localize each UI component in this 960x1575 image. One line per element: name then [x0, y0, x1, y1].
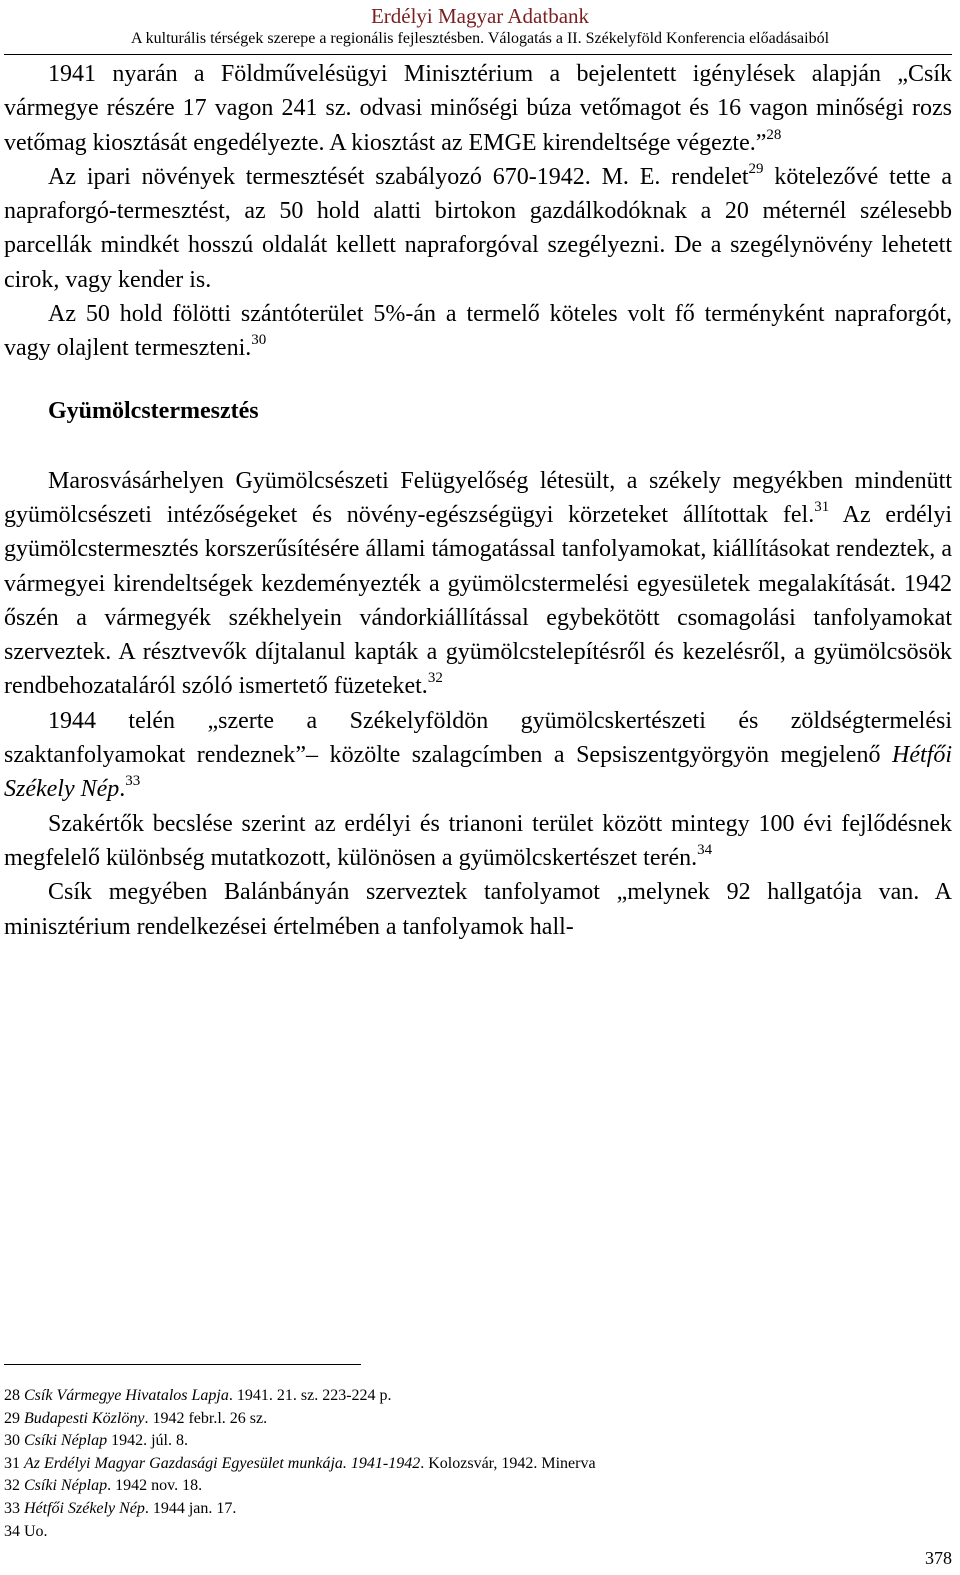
paragraph-2: Az ipari növények termesztését szabályozó 670-1942. M. E. rendelet$^{29}$ kötelezővé tette a napraforgó-termesztést, az 50 hold alatti birtokon gazdálkodóknak a 20 méternél szélesebb parcellák mindkét hosszú oldalát kellett napraforgóval szegélyezni. De a szegélynövény lehetett cirok, vagy kender is. — [4, 160, 952, 293]
footnote-29: 29 Budapesti Közlöny. 1942 febr.l. 26 sz. — [4, 1409, 268, 1427]
footnote-ref-34[interactable]: 34 — [697, 841, 713, 858]
footnote-30: 30 Csíki Néplap 1942. júl. 8. — [4, 1432, 188, 1450]
site-title: Erdélyi Magyar Adatbank — [370, 4, 590, 28]
paragraph-7: Csík megyében Balánbányán szerveztek tanfolyamot „melynek 92 hallgatója van. A minisztérium rendelkezései értelmében a tanfolyamok hall- — [4, 879, 952, 940]
footnote-31: 31 Az Erdélyi Magyar Gazdasági Egyesület munkája. 1941-1942. Kolozsvár, 1942. Minerva — [4, 1454, 596, 1472]
main-text — [4, 57, 952, 944]
footnote-ref-33[interactable]: 33 — [125, 773, 141, 790]
footnote-33: 33 Hétfői Székely Nép. 1944 jan. 17. — [4, 1499, 237, 1517]
paragraph-1: 1941 nyarán a Földművelésügyi Minisztérium a bejelentett igénylések alapján „Csík vármegye részére 17 vagon 241 sz. odvasi minőségi búza vetőmagot és 16 vagon minőségi rozs vetőmag kiosztását engedélyezte. A kiosztást az EMGE kirendeltsége végezte.”$^{28}$ — [4, 61, 952, 156]
paragraph-5: 1944 telén „szerte a Székelyföldön gyümölcskertészeti és zöldségtermelési szaktanfolyamokat rendeznek”– közölte szalagcímben a Sepsiszentgyörgyön megjelenő Hétfői Székely Nép.$^{33}$ — [4, 707, 952, 803]
footnote-ref-30[interactable]: 30 — [251, 332, 267, 349]
page-number: 378 — [925, 1548, 952, 1568]
document-subtitle: A kulturális térségek szerepe a regionális fejlesztésben. Válogatás a II. Székelyföld Konferencia előadásaiból — [130, 30, 830, 47]
header-divider — [4, 54, 952, 55]
paragraph-3: Az 50 hold fölötti szántóterület 5%-án a termelő köteles volt fő terményként napraforgót, vagy olajlent termeszteni.$^{30}$ — [4, 301, 952, 362]
footnote-28: 28 Csík Vármegye Hivatalos Lapja. 1941. 21. sz. 223-224 p. — [4, 1387, 392, 1404]
footnote-divider — [4, 1364, 361, 1365]
footnote-32: 32 Csíki Néplap. 1942 nov. 18. — [4, 1477, 203, 1495]
footnote-34: 34 Uo. — [4, 1522, 48, 1540]
footnote-ref-28[interactable]: 28 — [766, 126, 782, 143]
page-header — [0, 4, 960, 50]
section-heading: Gyümölcstermesztés — [48, 397, 259, 424]
paragraph-4: Marosvásárhelyen Gyümölcsészeti Felügyelőség létesült, a székely megyékben mindenütt gyümölcsészeti intézőségeket és növény-egészségügyi körzeteket állítottak fel.$^{31}$ Az erdélyi gyümölcstermesztés korszerűsítésére állami támogatással tanfolyamokat, kiállításokat rendeztek, a vármegyei kirendeltségek kezdeményezték a gyümölcstermelési egyesületek megalakítását. 1942 őszén a vármegyék székhelyein vándorkiállítással egybekötött csomagolási tanfolyamokat szerveztek. A résztvevők díjtalanul kapták a gyümölcstelepítésről és kezelésről, a gyümölcsösök rendbehozataláról szóló ismertető füzeteket.$^{32}$ — [4, 467, 952, 700]
footnote-ref-31[interactable]: 31 — [814, 498, 830, 515]
footnote-ref-29[interactable]: 29 — [748, 160, 764, 177]
footnotes — [4, 1385, 952, 1543]
paragraph-6: Szakértők becslése szerint az erdélyi és trianoni terület között mintegy 100 évi fejlődésnek megfelelő különbség mutatkozott, különösen a gyümölcskertészet terén.$^{34}$ — [4, 810, 952, 871]
footnote-ref-32[interactable]: 32 — [427, 670, 443, 687]
